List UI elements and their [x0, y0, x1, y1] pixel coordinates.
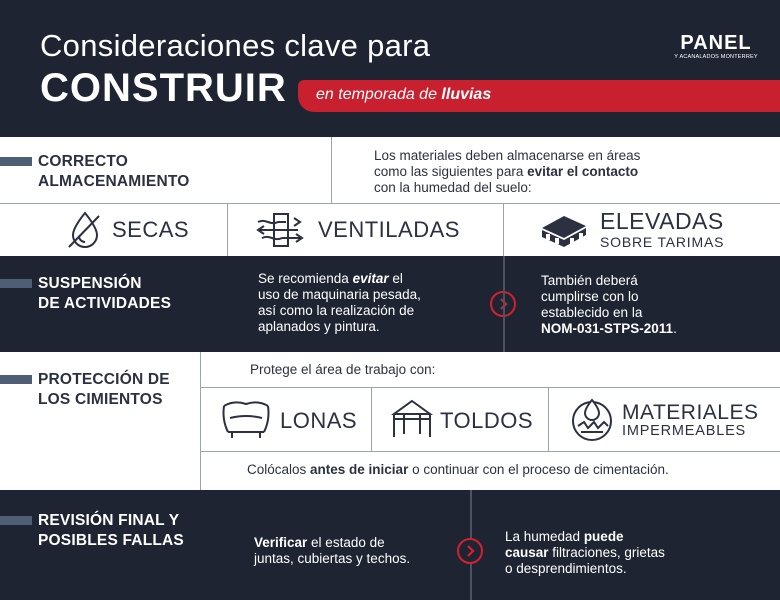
- divider: [331, 137, 332, 203]
- text-line: uso de maquinaria pesada,: [258, 287, 421, 302]
- text-span: filtraciones, grietas: [548, 545, 665, 560]
- text-span: La humedad: [505, 529, 584, 544]
- section-storage-text: [374, 148, 640, 196]
- section-final-review-title: [38, 511, 184, 551]
- subtitle-prefix: en temporada de: [316, 86, 442, 103]
- text-span: Colócalos: [247, 462, 311, 477]
- title-line: POSIBLES FALLAS: [38, 532, 184, 549]
- section-marker: [0, 279, 32, 288]
- item-sublabel: IMPERMEABLES: [622, 423, 747, 439]
- section-suspension-left-text: [258, 271, 421, 335]
- title-line: CORRECTO: [38, 153, 129, 170]
- text-line: cumplirse con lo: [541, 289, 639, 304]
- title-line: REVISIÓN FINAL Y: [38, 512, 180, 529]
- section-foundations-intro: Protege el área de trabajo con:: [250, 362, 436, 377]
- subtitle-bold: lluvias: [441, 86, 492, 103]
- text-line: [254, 535, 410, 551]
- item-label: VENTILADAS: [318, 217, 460, 242]
- text-line: con la humedad del suelo:: [374, 180, 532, 195]
- section-suspension-right-text: [541, 273, 677, 337]
- text-bold: evitar el contacto: [527, 164, 639, 179]
- canopy-icon: [390, 398, 434, 445]
- text-line: También deberá: [541, 273, 638, 288]
- page-title-line2: CONSTRUIR: [40, 66, 287, 110]
- section-marker: [0, 516, 32, 525]
- title-line: LOS CIMIENTOS: [38, 391, 163, 408]
- text-line: juntas, cubiertas y techos.: [254, 551, 411, 566]
- text-line: aplanados y pintura.: [258, 319, 380, 334]
- dry-drop-icon: [66, 210, 104, 255]
- divider: [201, 387, 780, 388]
- text-span: Se recomienda: [258, 271, 353, 286]
- item-label: MATERIALES: [622, 401, 759, 424]
- title-line: PROTECCIÓN DE: [38, 371, 170, 388]
- text-line: [541, 321, 677, 337]
- divider: [503, 204, 504, 256]
- section-foundations-title: [38, 370, 170, 410]
- divider: [200, 352, 201, 490]
- divider: [548, 388, 549, 451]
- text-bold: NOM-031-STPS-2011: [541, 321, 674, 336]
- subtitle-text: [316, 86, 491, 104]
- chevron-right-icon: [457, 538, 483, 564]
- text-bold: causar: [505, 545, 549, 560]
- section-marker: [0, 375, 32, 384]
- text-line: [505, 545, 665, 561]
- section-storage-title: [38, 152, 189, 192]
- section-final-review-right-text: [505, 529, 665, 577]
- divider: [503, 256, 505, 352]
- text-line: Los materiales deben almacenarse en áreas: [374, 148, 641, 163]
- text-line: o desprendimientos.: [505, 561, 627, 576]
- divider: [371, 388, 372, 451]
- item-label: TOLDOS: [440, 408, 534, 433]
- item-label: LONAS: [280, 408, 358, 433]
- title-line: SUSPENSIÓN: [38, 275, 142, 292]
- text-span: el estado de: [307, 535, 385, 550]
- item-label: SECAS: [112, 217, 190, 242]
- divider: [227, 204, 228, 256]
- text-bold: puede: [583, 529, 624, 544]
- pallet-icon: [538, 210, 590, 255]
- header: [0, 0, 780, 137]
- waterproof-icon: [570, 396, 614, 447]
- text-line: [374, 164, 640, 180]
- text-span: o continuar con el proceso de cimentación.: [408, 462, 669, 477]
- text-span: como las siguientes para: [374, 164, 528, 179]
- title-line: DE ACTIVIDADES: [38, 295, 172, 312]
- text-bold: antes de iniciar: [310, 462, 409, 477]
- brand-logo: [671, 32, 761, 61]
- text-line: [258, 271, 421, 287]
- text-line: establecido en la: [541, 305, 643, 320]
- brand-name: PANEL: [680, 32, 752, 54]
- brand-sub: Y ACANALADOS MONTERREY: [674, 54, 758, 60]
- text-bold: evitar: [352, 271, 389, 286]
- tarp-icon: [220, 398, 272, 445]
- section-marker: [0, 157, 32, 166]
- section-suspension-title: [38, 274, 171, 314]
- section-foundations-footer: [247, 462, 669, 478]
- text-span: .: [673, 321, 677, 336]
- item-sublabel: SOBRE TARIMAS: [600, 234, 725, 250]
- text-line: [505, 529, 665, 545]
- text-bold: Verificar: [254, 535, 308, 550]
- divider: [201, 451, 780, 452]
- section-final-review-left-text: [254, 535, 410, 567]
- ventilation-icon: [256, 210, 306, 255]
- text-span: el: [388, 271, 403, 286]
- text-line: así como la realización de: [258, 303, 415, 318]
- title-line: ALMACENAMIENTO: [38, 173, 190, 190]
- page-title-line1: Consideraciones clave para: [40, 28, 431, 63]
- item-label: ELEVADAS: [600, 208, 724, 234]
